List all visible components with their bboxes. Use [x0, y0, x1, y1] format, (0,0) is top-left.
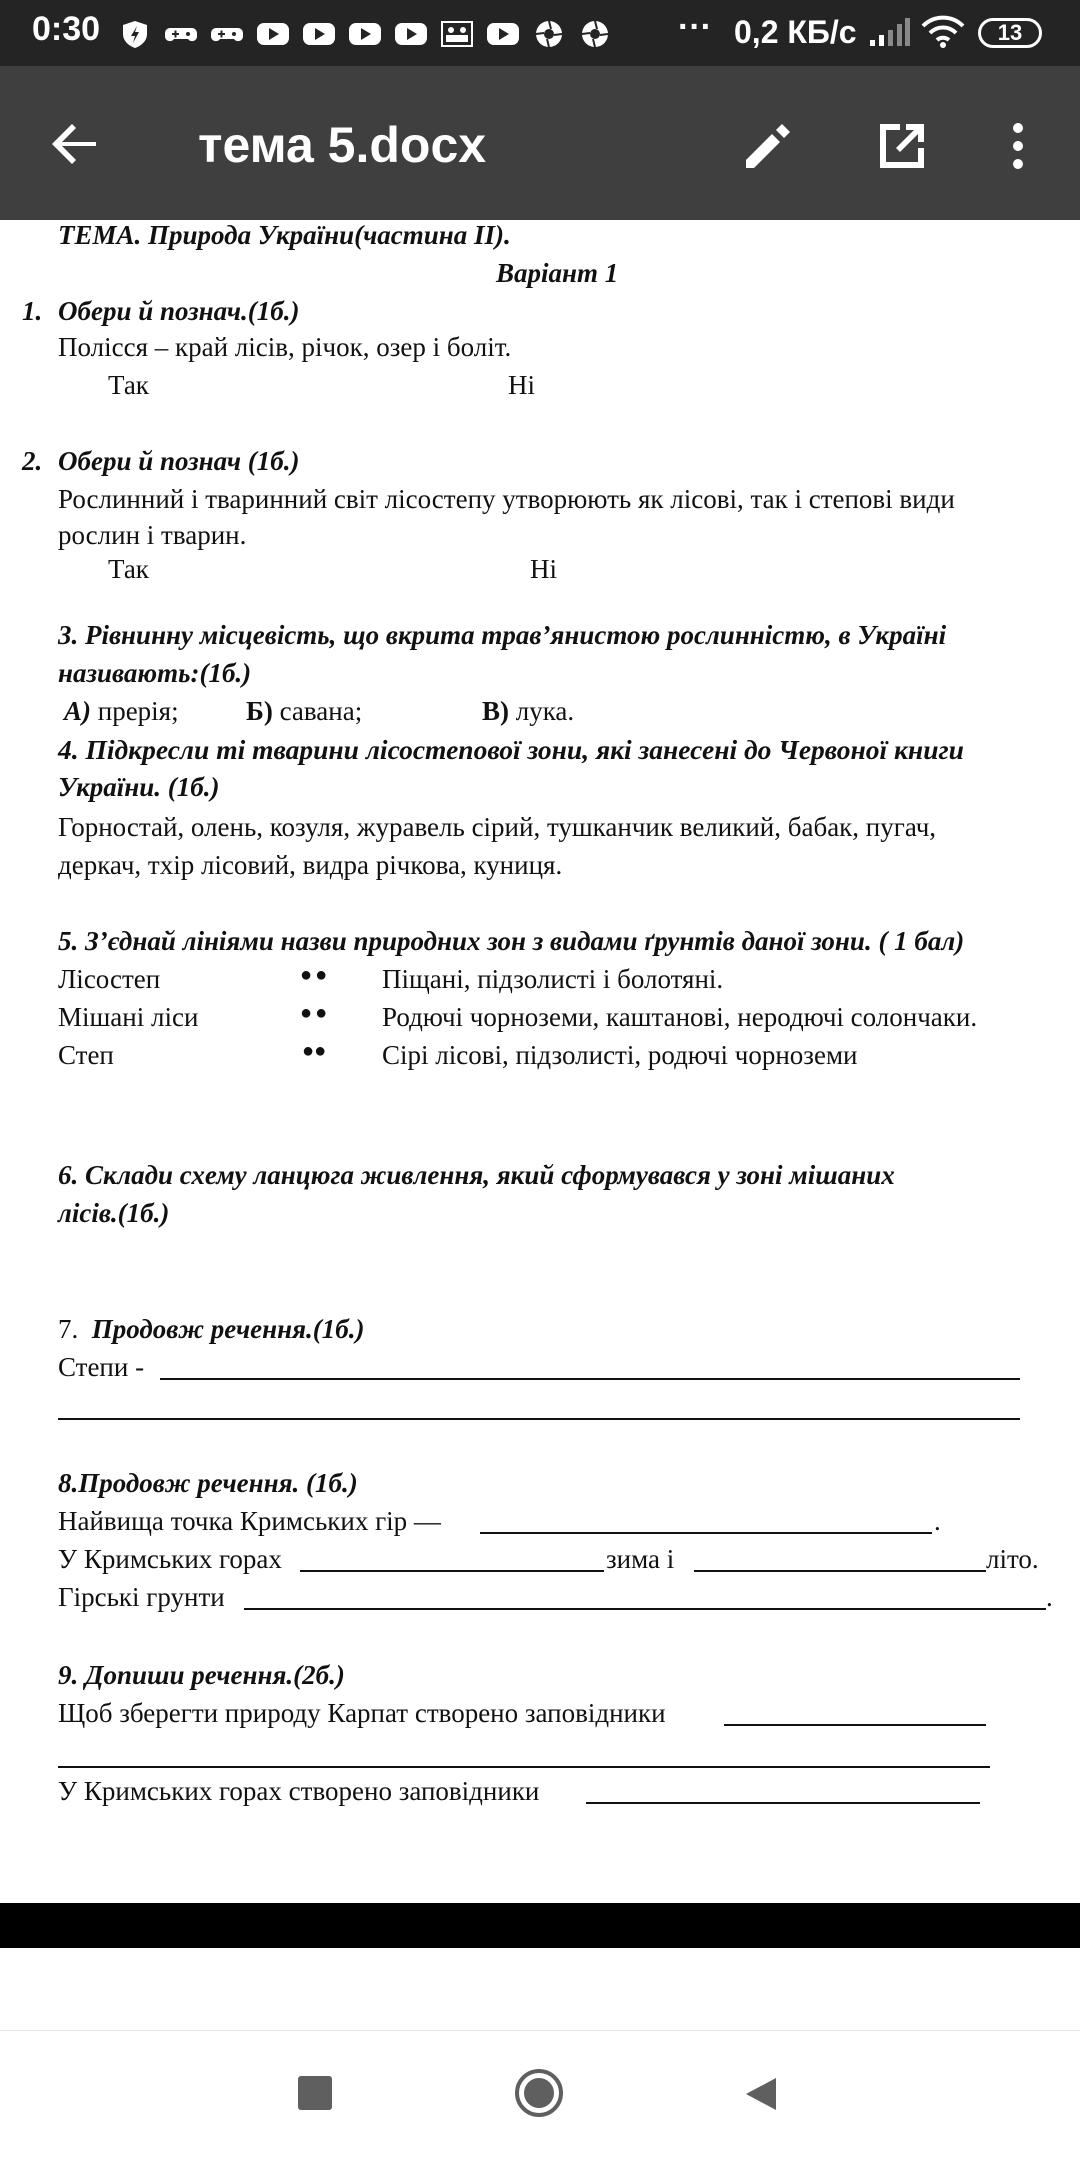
youtube-icon [486, 19, 520, 49]
shield-bolt-icon [118, 19, 152, 49]
q2-title: Обери й познач (1б.) [58, 446, 300, 476]
q8-line3-text: Гірські грунти [58, 1582, 225, 1612]
q8-points: (1б.) [305, 1468, 358, 1498]
q8-title: 8.Продовж речення. [58, 1468, 300, 1498]
recents-square-icon[interactable] [298, 2076, 332, 2110]
q3-option-b [246, 696, 362, 727]
signal-icon [868, 18, 910, 48]
q2-number: 2. [22, 446, 43, 476]
q5-dots-3: ●● [302, 1040, 327, 1062]
youtube-icon [256, 19, 290, 49]
q5-zone-3: Степ [58, 1040, 114, 1070]
nav-divider [0, 2030, 1080, 2031]
q8-line3-blank [244, 1608, 1046, 1610]
app-bar [0, 66, 1080, 220]
youtube-icon [348, 19, 382, 49]
q8-line2-mid: зима і [606, 1544, 675, 1574]
q5-dots-1: ●● [300, 964, 331, 986]
q1-yes: Так [108, 370, 149, 400]
q8-line1-end: . [934, 1506, 941, 1536]
q8-line1-blank [480, 1532, 932, 1534]
q8-line3-end: . [1046, 1582, 1053, 1612]
q5-soil-3: Сірі лісові, підзолисті, родючі чорноземи [382, 1040, 858, 1070]
q2-no: Ні [530, 554, 557, 584]
q6-title-line2: лісів.(1б.) [58, 1198, 170, 1228]
q4-text-line1: Горностай, олень, козуля, журавель сірий, тушканчик великий, бабак, пугач, [58, 812, 937, 842]
q5-zone-1: Лісостеп [58, 964, 161, 994]
game-controller-icon [210, 19, 244, 49]
more-vert-icon[interactable] [990, 114, 1046, 178]
q3-option-a-text: прерія; [97, 696, 179, 726]
q5-soil-1: Піщані, підзолисті і болотяні. [382, 964, 724, 994]
q7-blank-line-2 [58, 1418, 1020, 1420]
q4-title-line2: України. (1б.) [58, 772, 220, 802]
q8-title-row [58, 1468, 358, 1499]
q5-zone-2: Мішані ліси [58, 1002, 199, 1032]
q5-dots-2: ●● [300, 1002, 331, 1024]
document-title: тема 5.docx [198, 117, 487, 173]
notification-icons [118, 14, 612, 54]
more-notifications-icon: ··· [678, 8, 712, 46]
q8-line2-text: У Кримських горах [58, 1544, 282, 1574]
edit-pencil-icon[interactable] [736, 114, 800, 178]
youtube-icon [394, 19, 428, 49]
q9-line3: У Кримських горах створено заповідники [58, 1776, 540, 1806]
q7-blank-line-1 [160, 1378, 1020, 1380]
q8-line1-text: Найвища точка Кримських гір — [58, 1506, 441, 1536]
photo-icon [440, 19, 474, 49]
wifi-icon [920, 14, 966, 50]
q6-title-line1: 6. Склади схему ланцюга живлення, який сформувався у зоні мішаних [58, 1160, 895, 1190]
q5-title: 5. З’єднай лініями назви природних зон з видами ґрунтів даної зони. ( 1 бал) [58, 926, 965, 956]
q2-text-line1: Рослинний і тваринний світ лісостепу утворюють як лісові, так і степові види [58, 484, 955, 514]
open-external-icon[interactable] [870, 114, 934, 178]
network-speed: 0,2 КБ/с [734, 14, 857, 50]
camera-aperture-icon [578, 19, 612, 49]
q7-number: 7. [58, 1314, 79, 1344]
q3-option-a [64, 696, 179, 727]
q8-line2-blank-2 [694, 1570, 986, 1572]
q9-line2-blank [58, 1766, 990, 1768]
q7-title-row [58, 1314, 364, 1345]
q3-option-c [482, 696, 574, 727]
q1-text: Полісся – край лісів, річок, озер і боліт. [58, 332, 512, 362]
battery-icon: 13 [978, 18, 1042, 48]
q8-line2-end: літо. [986, 1544, 1039, 1574]
q9-line3-blank [586, 1802, 980, 1804]
document-bottom-bar [0, 1903, 1080, 1948]
status-bar [0, 0, 1080, 66]
q2-text-line2: рослин і тварин. [58, 520, 247, 550]
document-page [0, 220, 1080, 1900]
q4-title-line1: 4. Підкресли ті тварини лісостепової зони, які занесені до Червоної книги [58, 734, 964, 765]
youtube-icon [302, 19, 336, 49]
q3-option-c-letter: В) [482, 696, 509, 726]
q7-text: Степи - [58, 1352, 145, 1382]
camera-aperture-icon [532, 19, 566, 49]
q4-text-line2: деркач, тхір лісовий, видра річкова, куниця. [58, 850, 563, 880]
back-triangle-icon[interactable] [742, 2074, 782, 2114]
q5-soil-2: Родючі чорноземи, каштанові, неродючі солончаки. [382, 1002, 978, 1032]
q3-option-b-text: савана; [279, 696, 363, 726]
home-circle-icon[interactable] [514, 2068, 564, 2118]
q8-line2-blank-1 [300, 1570, 604, 1572]
q9-line1-blank [724, 1724, 986, 1726]
q3-option-c-text: лука. [515, 696, 575, 726]
q3-option-b-letter: Б) [246, 696, 273, 726]
q1-no: Ні [508, 370, 535, 400]
q9-line1: Щоб зберегти природу Карпат створено заповідники [58, 1698, 666, 1728]
doc-header-title: ТЕМА. Природа України(частина ІІ). [58, 220, 511, 250]
doc-variant: Варіант 1 [496, 258, 619, 288]
q3-title-line2: називають:(1б.) [58, 658, 252, 688]
q3-option-a-letter: А) [64, 696, 91, 726]
back-arrow-icon[interactable] [44, 112, 108, 176]
game-controller-icon [164, 19, 198, 49]
q7-title: Продовж речення.(1б.) [91, 1314, 365, 1344]
q1-number: 1. [22, 296, 43, 326]
q1-title: Обери й познач.(1б.) [58, 296, 300, 326]
q9-title: 9. Допиши речення.(2б.) [58, 1660, 345, 1690]
status-time: 0:30 [32, 10, 101, 48]
q2-yes: Так [108, 554, 149, 584]
q3-title-line1: 3. Рівнинну місцевість, що вкрита трав’янистою рослинністю, в Україні [58, 620, 947, 650]
